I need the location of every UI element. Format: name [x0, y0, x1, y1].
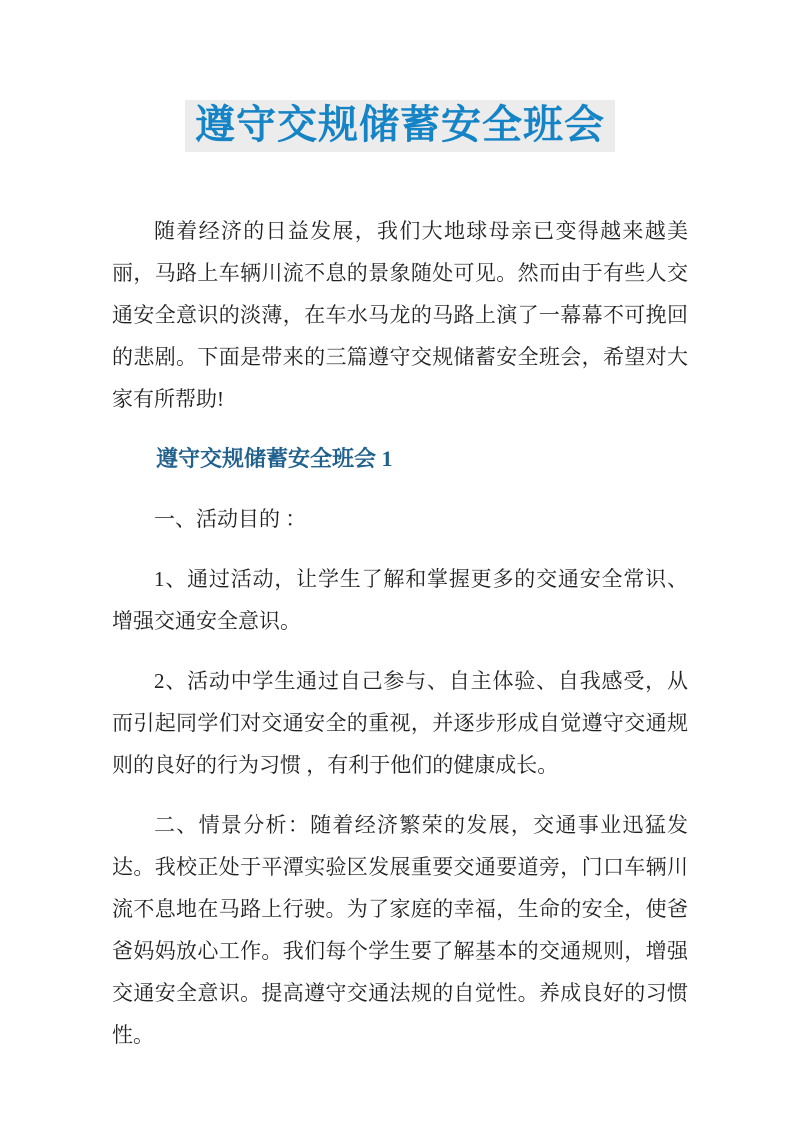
- title-block: [112, 100, 688, 150]
- paragraph-situation-analysis: 二、情景分析：随着经济繁荣的发展，交通事业迅猛发达。我校正处于平潭实验区发展重要交通要道旁，门口车辆川流不息地在马路上行驶。为了家庭的幸福，生命的安全，使爸爸妈妈放心工作。我们每个学生要了解基本的交通规则，增强交通安全意识。提高遵守交通法规的自觉性。养成良好的习惯性。: [112, 813, 688, 1047]
- section-heading: 遵守交规储蓄安全班会 1: [156, 446, 393, 471]
- paragraph-purpose-item-2: 2、活动中学生通过自己参与、自主体验、自我感受，从而引起同学们对交通安全的重视，并逐步形成自觉遵守交通规则的良好的行为习惯 ，有利于他们的健康成长。: [112, 669, 688, 777]
- page-title: 遵守交规储蓄安全班会: [185, 100, 615, 152]
- paragraph-purpose-item-1: 1、通过活动，让学生了解和掌握更多的交通安全常识、增强交通安全意识。: [112, 567, 688, 633]
- document-content: [0, 100, 800, 1056]
- paragraph-activity-purpose-heading: 一、活动目的 ：: [154, 507, 307, 531]
- intro-paragraph: 随着经济的日益发展，我们大地球母亲已变得越来越美丽，马路上车辆川流不息的景象随处可见。然而由于有些人交通安全意识的淡薄，在车水马龙的马路上演了一幕幕不可挽回的悲剧。下面是带来的三篇遵守交规储蓄安全班会，希望对大家有所帮助!: [112, 219, 688, 411]
